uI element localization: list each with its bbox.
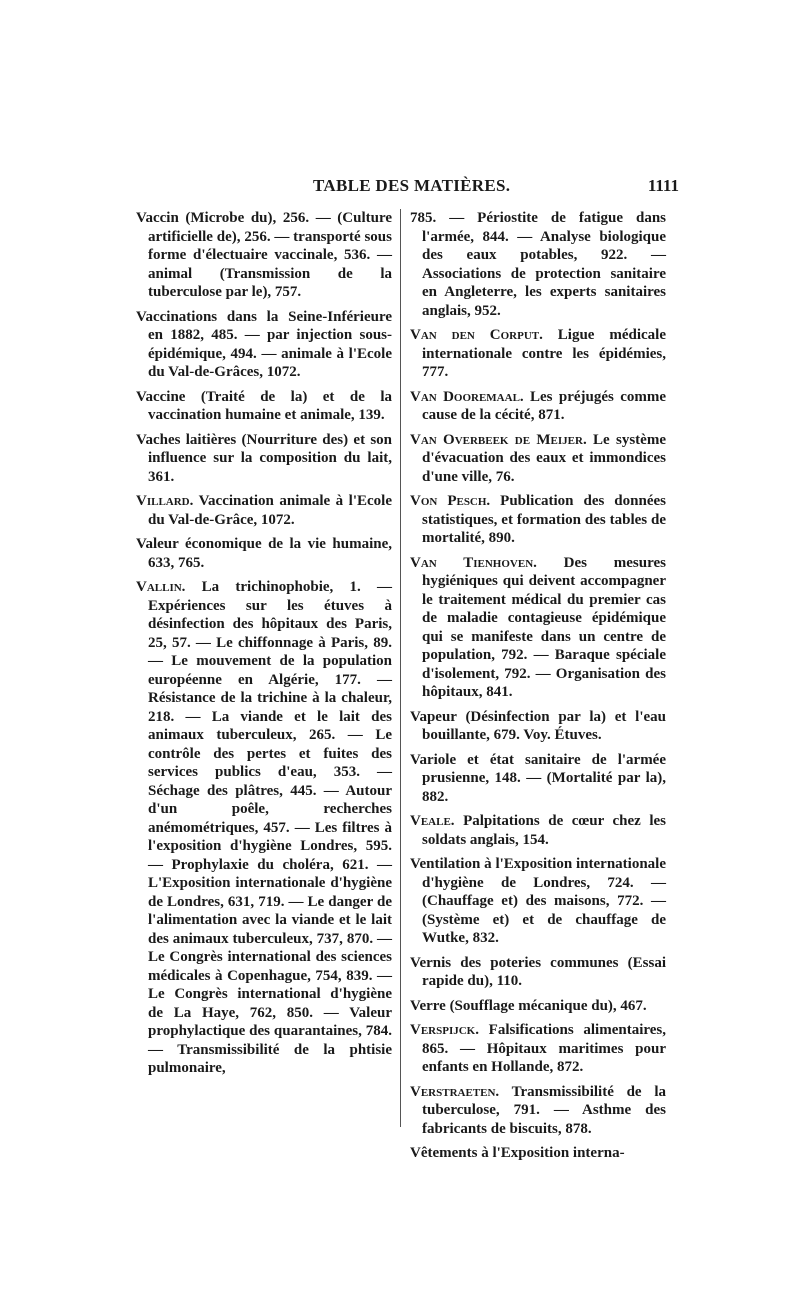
entry-text: Vapeur (Désinfection par la) et l'eau bouillante, 679. Voy. Étuves.	[410, 708, 666, 743]
entry-text: Vaccin (Microbe du), 256. — (Culture artificielle de), 256. — transporté sous forme d'électuaire vaccinale, 536. — animal (Transmission de la tuberculose par le), 757.	[136, 210, 392, 300]
entry-text: Vaccinations dans la Seine-Inférieure en 1882, 485. — par injection sous-épidémique, 494. — animale à l'Ecole du Val-de-Grâces, 1072.	[136, 308, 392, 380]
entry-text: Falsifications alimentaires, 865. — Hôpitaux maritimes pour enfants en Hollande, 872.	[422, 1022, 666, 1075]
index-entry	[136, 209, 392, 302]
index-entry	[410, 209, 666, 320]
entry-text: Palpitations de cœur chez les soldats anglais, 154.	[422, 813, 666, 848]
running-header	[313, 176, 679, 202]
entry-text: Des mesures hygiéniques qui deivent accompagner le traitement médical du premier cas de maladie contagieuse épidémique qui se manifeste dans un centre de population, 792. — Baraque spéciale d'isolement, 792. — Organisation des hôpitaux, 841.	[422, 554, 666, 700]
entry-text: Vêtements à l'Exposition interna-	[410, 1145, 625, 1161]
entry-author: Verspijck.	[410, 1022, 479, 1038]
entry-text: Vaccine (Traité de la) et de la vaccination humaine et animale, 139.	[136, 388, 392, 423]
entry-text: Verre (Soufflage mécanique du), 467.	[410, 997, 647, 1014]
entry-text: La trichinophobie, 1. — Expériences sur les étuves à désinfection des hôpitaux des Paris, 25, 57. — Le chiffonnage à Paris, 89. — Le mouvement de la population européenne en Algérie, 177. — Résistance de la trichine à la chaleur, 218. — La viande et le lait des animaux tuberculeux, 265. — Le contrôle des pertes et fuites des services publics d'eau, 353. — Séchage des plâtres, 445. — Autour d'un poêle, recherches anémométriques, 457. — Les filtres à l'exposition d'hygiène Londres, 595. — Prophylaxie du choléra, 621. — L'Exposition internationale d'hygiène de Londres, 631, 719. — Le danger de l'alimentation avec la viande et le lait des animaux tuberculeux, 737, 870. — Le Congrès international des sciences médicales à Copenhague, 754, 839. — Le Congrès international d'hygiène de La Haye, 762, 850. — Valeur prophylactique des quarantaines, 784. — Transmissibilité de la phtisie pulmonaire,	[148, 579, 392, 1076]
page-number: 1111	[647, 176, 679, 195]
entry-author: Van Overbeek de Meijer.	[410, 431, 587, 448]
entry-author: Vallin.	[136, 579, 186, 595]
index-entry	[136, 388, 392, 425]
entry-author: Von Pesch.	[410, 493, 491, 509]
entry-text: 785. — Périostite de fatigue dans l'armée, 844. — Analyse biologique des eaux potables, 922. — Associations de protection sanitaire en Angleterre, les experts sanitaires anglais, 952.	[410, 210, 666, 319]
index-entry	[410, 812, 666, 849]
entry-text: Vaches laitières (Nourriture des) et son influence sur la composition du lait, 361.	[136, 431, 392, 485]
index-entry	[136, 578, 392, 1078]
entry-text: Les préjugés comme cause de la cécité, 871.	[422, 388, 666, 423]
index-entry	[136, 492, 392, 529]
entry-author: Van Tienhoven.	[410, 554, 537, 571]
entry-author: Villard.	[136, 493, 194, 509]
page-title: TABLE DES MATIÈRES.	[313, 176, 511, 195]
index-entry	[136, 535, 392, 572]
index-entry	[410, 708, 666, 745]
index-entry	[410, 1144, 666, 1163]
index-entry	[410, 492, 666, 548]
index-entry	[410, 954, 666, 991]
entry-author: Verstraeten.	[410, 1083, 500, 1100]
index-entry	[136, 308, 392, 382]
index-entry	[410, 1021, 666, 1077]
index-entry	[410, 431, 666, 487]
index-entry	[410, 855, 666, 948]
right-column	[410, 209, 666, 1169]
entry-text: Transmissibilité de la tuberculose, 791. — Asthme des fabricants de biscuits, 878.	[422, 1083, 666, 1137]
entry-text: Valeur économique de la vie humaine, 633, 765.	[136, 536, 392, 571]
index-entry	[410, 997, 666, 1016]
entry-author: Van den Corput.	[410, 327, 543, 343]
index-entry	[410, 1083, 666, 1139]
index-entry	[410, 326, 666, 382]
index-entry	[410, 554, 666, 702]
column-divider	[400, 209, 401, 1127]
index-entry	[136, 431, 392, 487]
entry-text: Ligue médicale internationale contre les épidémies, 777.	[422, 327, 666, 380]
entry-text: Le système d'évacuation des eaux et immondices d'une ville, 76.	[422, 431, 666, 485]
entry-text: Variole et état sanitaire de l'armée prusienne, 148. — (Mortalité par la), 882.	[410, 751, 666, 805]
left-column	[136, 209, 392, 1084]
index-entry	[410, 751, 666, 807]
entry-text: Vernis des poteries communes (Essai rapide du), 110.	[410, 954, 666, 989]
index-entry	[410, 388, 666, 425]
entry-text: Ventilation à l'Exposition internationale d'hygiène de Londres, 724. — (Chauffage et) des maisons, 772. — (Système et) et de chauffage de Wutke, 832.	[410, 856, 666, 946]
entry-author: Van Dooremaal.	[410, 388, 524, 405]
entry-text: Vaccination animale à l'Ecole du Val-de-Grâce, 1072.	[148, 493, 392, 528]
entry-text: Publication des données statistiques, et formation des tables de mortalité, 890.	[422, 493, 666, 546]
entry-author: Veale.	[410, 813, 455, 829]
